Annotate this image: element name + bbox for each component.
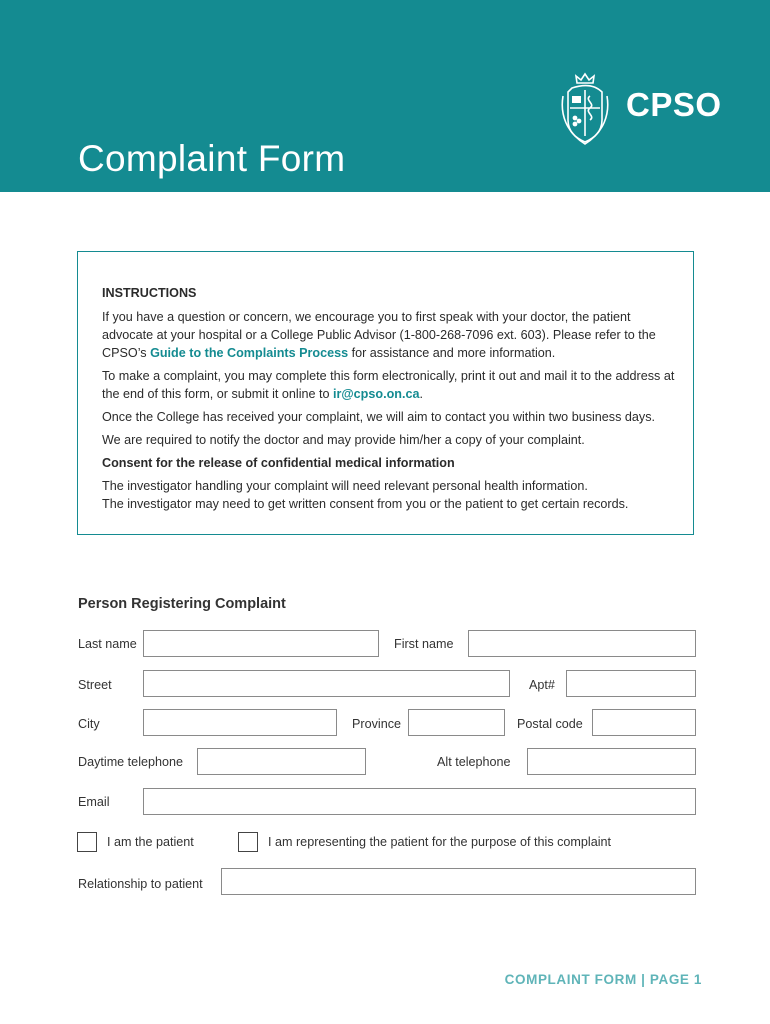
paragraph-text: for assistance and more information.	[348, 346, 556, 360]
paragraph-text: .	[419, 387, 423, 401]
instructions-paragraph	[102, 477, 677, 513]
last-name-field[interactable]	[143, 630, 379, 657]
apt-field[interactable]	[566, 670, 696, 697]
header-banner	[0, 0, 770, 192]
first-name-field[interactable]	[468, 630, 696, 657]
representing-patient-label: I am representing the patient for the purpose of this complaint	[268, 835, 612, 849]
alt-telephone-label: Alt telephone	[437, 755, 511, 769]
province-field[interactable]	[408, 709, 505, 736]
alt-telephone-field[interactable]	[527, 748, 696, 775]
instructions-content	[102, 284, 677, 513]
cpso-crest-icon	[550, 66, 620, 146]
paragraph-text: The investigator may need to get written consent from you or the patient to get certain records.	[102, 497, 629, 511]
instructions-paragraph	[102, 308, 677, 362]
page-title: Complaint Form	[78, 138, 346, 179]
paragraph-text: If you have a question or concern, we encourage you to first speak with your doctor, the patient advocate at your hospital or a College Public Advisor (1-800-268-7096 ext. 603). Please refer to the CPSO’s	[102, 310, 656, 360]
i-am-patient-checkbox[interactable]	[77, 832, 97, 852]
province-label: Province	[352, 717, 401, 731]
city-label: City	[78, 717, 100, 731]
street-field[interactable]	[143, 670, 510, 697]
consent-heading: Consent for the release of confidential medical information	[102, 456, 455, 470]
city-field[interactable]	[143, 709, 337, 736]
apt-label: Apt#	[529, 678, 555, 692]
daytime-telephone-field[interactable]	[197, 748, 366, 775]
paragraph-text: To make a complaint, you may complete this form electronically, print it out and mail it to the address at the end of this form, or submit it online to	[102, 369, 675, 401]
instructions-paragraph: We are required to notify the doctor and may provide him/her a copy of your complaint.	[102, 433, 585, 447]
daytime-telephone-label: Daytime telephone	[78, 755, 184, 769]
logo-wordmark: CPSO	[626, 86, 722, 123]
relationship-field[interactable]	[221, 868, 696, 895]
street-label: Street	[78, 678, 112, 692]
last-name-label: Last name	[78, 637, 137, 651]
email-label: Email	[78, 795, 110, 809]
postal-code-field[interactable]	[592, 709, 696, 736]
instructions-paragraph	[102, 367, 677, 403]
relationship-label: Relationship to patient	[78, 877, 203, 891]
page-footer: COMPLAINT FORM | PAGE 1	[504, 972, 702, 987]
i-am-patient-label: I am the patient	[107, 835, 194, 849]
instructions-paragraph: Once the College has received your complaint, we will aim to contact you within two business days.	[102, 410, 655, 424]
representing-patient-checkbox[interactable]	[238, 832, 258, 852]
instructions-box	[77, 251, 694, 535]
paragraph-text: The investigator handling your complaint will need relevant personal health information.	[102, 479, 588, 493]
postal-code-label: Postal code	[517, 717, 583, 731]
instructions-heading: INSTRUCTIONS	[102, 286, 197, 300]
email-field[interactable]	[143, 788, 696, 815]
email-link[interactable]: ir@cpso.on.ca	[333, 387, 420, 401]
section-title: Person Registering Complaint	[78, 596, 286, 612]
complaints-guide-link[interactable]: Guide to the Complaints Process	[150, 346, 349, 360]
first-name-label: First name	[394, 637, 454, 651]
